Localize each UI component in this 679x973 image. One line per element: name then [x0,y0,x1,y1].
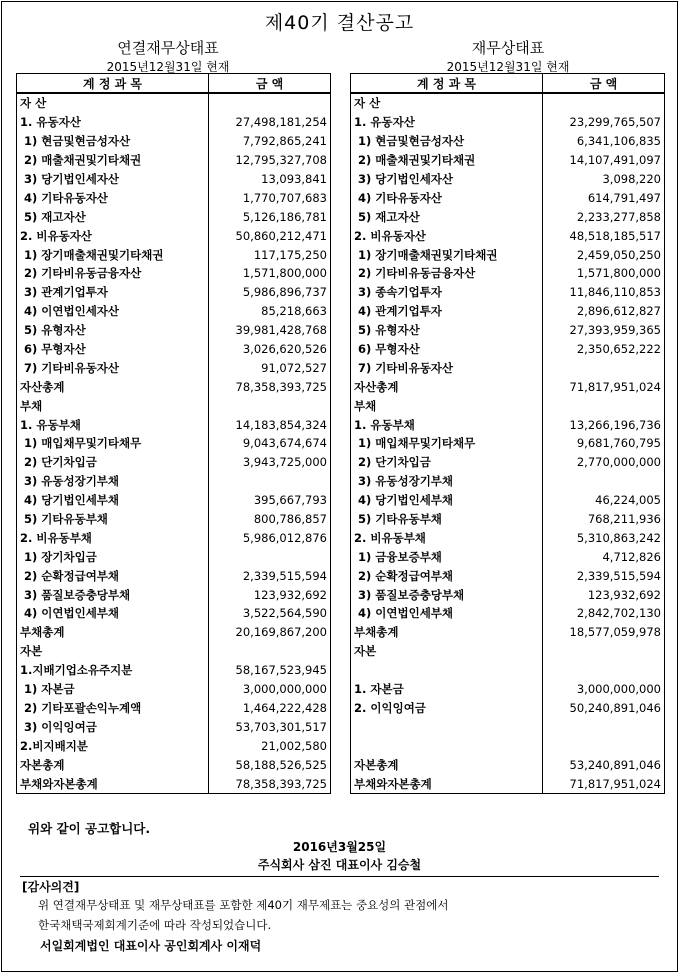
account-amount [543,642,665,661]
table-row [17,170,331,189]
account-amount: 18,577,059,978 [543,623,665,642]
account-amount: 5,986,012,876 [209,528,331,547]
table-row [351,623,665,642]
table-row [351,377,665,396]
table-row [351,302,665,321]
table-row [351,604,665,623]
table-row [17,642,331,661]
table-row [17,736,331,755]
account-name: 2. 비유동부채 [351,528,543,547]
table-row [351,151,665,170]
account-amount: 1,571,800,000 [543,264,665,283]
table-row [351,226,665,245]
table-row [351,283,665,302]
table-row [351,132,665,151]
account-amount: 50,240,891,046 [543,699,665,718]
account-amount: 2,350,652,222 [543,340,665,359]
account-amount: 11,846,110,853 [543,283,665,302]
table-row [17,453,331,472]
table-row [351,566,665,585]
table-row [351,188,665,207]
account-amount: 117,175,250 [209,245,331,264]
account-name [351,661,543,680]
table-row [17,661,331,680]
account-name: 자본 [351,642,543,661]
consolidated-balance-sheet-table [16,73,331,794]
account-amount: 1,770,707,683 [209,188,331,207]
account-name: 2.비지배지분 [17,736,209,755]
table-row [351,415,665,434]
account-amount: 2,896,612,827 [543,302,665,321]
account-name: 1.지배기업소유주지분 [17,661,209,680]
account-amount: 2,339,515,594 [209,566,331,585]
account-amount: 71,817,951,024 [543,774,665,793]
separate-statement-title: 재무상태표 [471,39,545,57]
account-name: 3) 당기법인세자산 [17,170,209,189]
consolidated-statement-title: 연결재무상태표 [117,39,219,57]
account-amount [543,93,665,113]
account-name: 2) 단기차입금 [17,453,209,472]
account-amount [543,717,665,736]
table-row [351,340,665,359]
table-row [17,302,331,321]
table-row [351,170,665,189]
publish-date: 2016년3월25일 [292,840,387,854]
account-amount: 614,791,497 [543,188,665,207]
account-name: 4) 이연법인세부채 [351,604,543,623]
table-row [351,245,665,264]
account-amount: 20,169,867,200 [209,623,331,642]
account-column-header: 계 정 과 목 [351,74,543,94]
account-name: 3) 유동성장기부채 [351,472,543,491]
table-row [351,491,665,510]
account-amount: 9,681,760,795 [543,434,665,453]
account-amount [543,661,665,680]
table-row [17,245,331,264]
account-name: 1) 장기매출채권및기타채권 [351,245,543,264]
account-amount: 2,842,702,130 [543,604,665,623]
account-amount [543,358,665,377]
account-amount [209,93,331,113]
account-name: 자산총계 [351,377,543,396]
table-row [17,604,331,623]
amount-column-header: 금 액 [209,74,331,94]
account-amount: 1,464,222,428 [209,699,331,718]
account-amount: 5,310,863,242 [543,528,665,547]
account-amount: 39,981,428,768 [209,321,331,340]
account-name: 3) 관계기업투자 [17,283,209,302]
account-amount: 123,932,692 [543,585,665,604]
table-row [17,207,331,226]
account-amount: 27,498,181,254 [209,113,331,132]
table-row [17,547,331,566]
account-name: 3) 당기법인세자산 [351,170,543,189]
account-amount [543,396,665,415]
table-row [351,717,665,736]
account-name: 2) 기타포괄손익누계액 [17,699,209,718]
account-name: 자본총계 [351,755,543,774]
table-row [351,264,665,283]
account-name: 2. 비유동자산 [351,226,543,245]
account-name: 4) 관계기업투자 [351,302,543,321]
audit-opinion-heading: [감사의견] [22,880,80,894]
account-amount: 2,770,000,000 [543,453,665,472]
account-name: 4) 당기법인세부채 [351,491,543,510]
separate-statement-date: 2015년12월31일 현재 [446,60,570,74]
table-row [17,93,331,113]
account-amount: 13,093,841 [209,170,331,189]
account-amount: 800,786,857 [209,510,331,529]
account-amount: 2,233,277,858 [543,207,665,226]
table-row [17,264,331,283]
table-row [17,623,331,642]
account-amount [209,547,331,566]
account-name: 6) 무형자산 [17,340,209,359]
account-amount: 21,002,580 [209,736,331,755]
account-name [351,717,543,736]
account-amount: 12,795,327,708 [209,151,331,170]
account-amount: 123,932,692 [209,585,331,604]
account-amount: 395,667,793 [209,491,331,510]
account-name: 1. 유동자산 [17,113,209,132]
account-name: 3) 유동성장기부채 [17,472,209,491]
account-name: 5) 유형자산 [17,321,209,340]
account-name: 5) 재고자산 [17,207,209,226]
account-name: 2) 매출채권및기타채권 [17,151,209,170]
account-name: 부채 [17,396,209,415]
account-column-header: 계 정 과 목 [17,74,209,94]
table-row [351,453,665,472]
table-row [17,358,331,377]
account-name: 부채와자본총계 [351,774,543,793]
account-amount: 3,098,220 [543,170,665,189]
account-amount: 3,943,725,000 [209,453,331,472]
account-name: 2) 매출채권및기타채권 [351,151,543,170]
table-row [17,151,331,170]
table-row [17,680,331,699]
account-amount: 78,358,393,725 [209,377,331,396]
table-row [17,755,331,774]
table-row [17,510,331,529]
account-amount [543,736,665,755]
account-name: 1. 유동부채 [351,415,543,434]
account-name: 1. 유동부채 [17,415,209,434]
company-representative: 주식회사 삼진 대표이사 김승철 [257,858,422,872]
table-row [17,528,331,547]
account-name: 1) 금융보증부채 [351,547,543,566]
table-row [17,396,331,415]
page-title: 제40기 결산공고 [264,12,415,34]
account-amount: 58,188,526,525 [209,755,331,774]
account-amount: 1,571,800,000 [209,264,331,283]
table-row [351,528,665,547]
account-name: 부채총계 [17,623,209,642]
table-row [17,340,331,359]
account-name: 6) 무형자산 [351,340,543,359]
table-row [351,642,665,661]
account-amount: 768,211,936 [543,510,665,529]
account-name: 2. 비유동부채 [17,528,209,547]
account-name: 1) 현금및현금성자산 [17,132,209,151]
account-amount [543,472,665,491]
table-row [351,93,665,113]
account-amount: 5,986,896,737 [209,283,331,302]
divider [20,876,659,877]
table-row [17,585,331,604]
audit-opinion-line-1: 위 연결재무상태표 및 재무상태표를 포함한 제40기 재무제표는 중요성의 관점에서 [38,898,449,912]
account-name: 부채 [351,396,543,415]
account-amount: 2,339,515,594 [543,566,665,585]
table-row [17,434,331,453]
table-row [17,321,331,340]
consolidated-statement-date: 2015년12월31일 현재 [106,60,230,74]
table-row [17,226,331,245]
table-row [17,472,331,491]
account-name: 5) 기타유동부채 [351,510,543,529]
account-name: 2. 비유동자산 [17,226,209,245]
table-row [17,699,331,718]
account-name: 1) 자본금 [17,680,209,699]
account-name: 2) 기타비유동금융자산 [351,264,543,283]
account-amount: 50,860,212,471 [209,226,331,245]
table-row [351,434,665,453]
table-row [17,491,331,510]
account-amount: 13,266,196,736 [543,415,665,434]
account-name: 2) 단기차입금 [351,453,543,472]
account-name: 5) 재고자산 [351,207,543,226]
table-row [351,472,665,491]
account-amount: 3,522,564,590 [209,604,331,623]
account-amount: 9,043,674,674 [209,434,331,453]
account-amount: 85,218,663 [209,302,331,321]
table-row [351,321,665,340]
account-name: 자산총계 [17,377,209,396]
table-row [17,377,331,396]
account-amount: 3,000,000,000 [543,680,665,699]
amount-column-header: 금 액 [543,74,665,94]
account-name: 부채총계 [351,623,543,642]
account-name: 3) 품질보증충당부채 [351,585,543,604]
account-name [351,736,543,755]
account-name: 2) 순확정급여부채 [351,566,543,585]
table-row [351,547,665,566]
table-row [17,113,331,132]
account-name: 2) 순확정급여부채 [17,566,209,585]
account-amount: 91,072,527 [209,358,331,377]
account-amount: 46,224,005 [543,491,665,510]
table-row [351,736,665,755]
account-name: 4) 당기법인세부채 [17,491,209,510]
account-name: 3) 종속기업투자 [351,283,543,302]
account-amount: 6,341,106,835 [543,132,665,151]
account-amount [209,396,331,415]
table-row [17,415,331,434]
account-amount: 53,240,891,046 [543,755,665,774]
table-row [351,207,665,226]
account-amount [209,642,331,661]
account-name: 2) 기타비유동금융자산 [17,264,209,283]
account-name: 3) 품질보증충당부채 [17,585,209,604]
account-amount: 7,792,865,241 [209,132,331,151]
account-amount: 53,703,301,517 [209,717,331,736]
separate-balance-sheet-table [350,73,665,794]
account-name: 1) 현금및현금성자산 [351,132,543,151]
account-amount: 71,817,951,024 [543,377,665,396]
account-name: 자 산 [351,93,543,113]
table-row [351,680,665,699]
table-row [351,755,665,774]
account-name: 1) 매입채무및기타채무 [351,434,543,453]
account-name: 3) 이익잉여금 [17,717,209,736]
account-name: 5) 유형자산 [351,321,543,340]
table-row [17,717,331,736]
table-row [351,774,665,793]
table-row [17,774,331,793]
table-row [17,188,331,207]
account-name: 부채와자본총계 [17,774,209,793]
table-row [351,358,665,377]
account-amount: 14,107,491,097 [543,151,665,170]
table-row [17,132,331,151]
table-row [351,396,665,415]
table-row [17,283,331,302]
account-amount: 2,459,050,250 [543,245,665,264]
account-name: 4) 기타유동자산 [351,188,543,207]
table-row [351,661,665,680]
account-name: 자본 [17,642,209,661]
account-name: 자본총계 [17,755,209,774]
account-amount: 78,358,393,725 [209,774,331,793]
account-name: 1) 매입채무및기타채무 [17,434,209,453]
account-amount: 4,712,826 [543,547,665,566]
audit-opinion-line-2: 한국채택국제회계기준에 따라 작성되었습니다. [38,918,272,932]
table-row [17,566,331,585]
account-name: 2. 이익잉여금 [351,699,543,718]
table-row [351,585,665,604]
account-name: 5) 기타유동부채 [17,510,209,529]
table-row [351,113,665,132]
account-amount: 58,167,523,945 [209,661,331,680]
account-name: 1) 장기차입금 [17,547,209,566]
account-name: 자 산 [17,93,209,113]
notice-text: 위와 같이 공고합니다. [28,821,151,836]
account-name: 4) 기타유동자산 [17,188,209,207]
account-name: 1. 자본금 [351,680,543,699]
account-name: 7) 기타비유동자산 [351,358,543,377]
table-row [351,699,665,718]
table-row [351,510,665,529]
account-amount: 27,393,959,365 [543,321,665,340]
account-name: 1. 유동자산 [351,113,543,132]
account-amount: 48,518,185,517 [543,226,665,245]
account-amount: 3,026,620,526 [209,340,331,359]
account-amount: 14,183,854,324 [209,415,331,434]
account-name: 7) 기타비유동자산 [17,358,209,377]
account-name: 4) 이연법인세부채 [17,604,209,623]
account-amount: 5,126,186,781 [209,207,331,226]
account-amount [209,472,331,491]
auditor-signature: 서일회계법인 대표이사 공인회계사 이재덕 [40,939,262,953]
account-amount: 3,000,000,000 [209,680,331,699]
account-name: 4) 이연법인세자산 [17,302,209,321]
account-name: 1) 장기매출채권및기타채권 [17,245,209,264]
account-amount: 23,299,765,507 [543,113,665,132]
